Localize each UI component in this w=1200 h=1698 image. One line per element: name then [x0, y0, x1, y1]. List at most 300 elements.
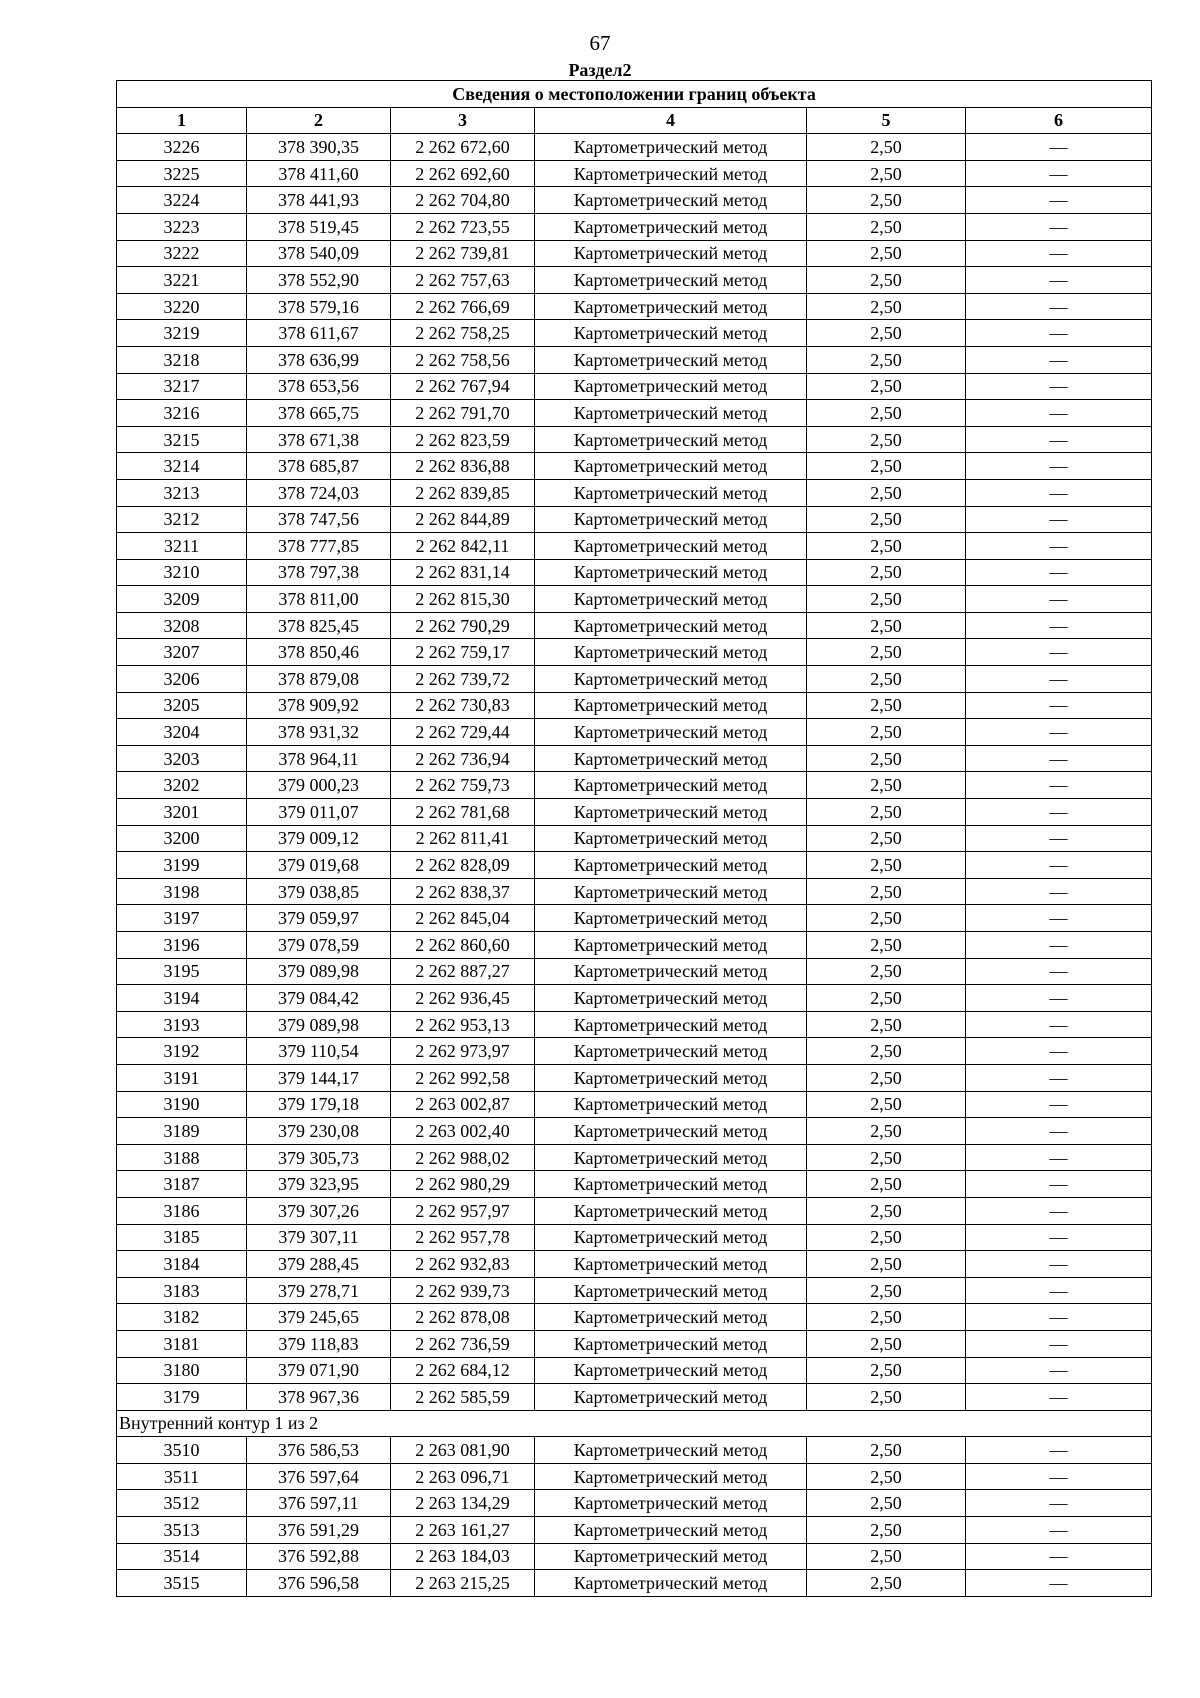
- table-cell: —: [966, 825, 1152, 852]
- table-cell: Картометрический метод: [535, 878, 807, 905]
- table-cell: Картометрический метод: [535, 1384, 807, 1411]
- table-cell: 3220: [117, 293, 247, 320]
- table-cell: 2 262 988,02: [391, 1144, 535, 1171]
- table-cell: —: [966, 1384, 1152, 1411]
- table-row: [117, 426, 1152, 453]
- table-cell: 378 964,11: [247, 745, 391, 772]
- table-cell: 3203: [117, 745, 247, 772]
- table-cell: —: [966, 612, 1152, 639]
- table-cell: 3189: [117, 1118, 247, 1145]
- table-cell: Картометрический метод: [535, 533, 807, 560]
- table-cell: 3184: [117, 1251, 247, 1278]
- table-cell: Картометрический метод: [535, 426, 807, 453]
- table-cell: 3515: [117, 1570, 247, 1597]
- table-cell: 3204: [117, 719, 247, 746]
- table-cell: —: [966, 1437, 1152, 1464]
- table-cell: —: [966, 745, 1152, 772]
- table-cell: 2,50: [807, 426, 966, 453]
- table-cell: 2,50: [807, 1357, 966, 1384]
- table-row: [117, 1463, 1152, 1490]
- table-row: [117, 1171, 1152, 1198]
- table-cell: 2 262 878,08: [391, 1304, 535, 1331]
- table-cell: —: [966, 1011, 1152, 1038]
- table-cell: 3199: [117, 852, 247, 879]
- table-cell: 3226: [117, 134, 247, 161]
- table-cell: —: [966, 240, 1152, 267]
- table-cell: 379 084,42: [247, 985, 391, 1012]
- table-row: [117, 1330, 1152, 1357]
- page-number: 67: [589, 31, 611, 55]
- table-cell: Картометрический метод: [535, 1251, 807, 1278]
- table-cell: 3218: [117, 346, 247, 373]
- table-row: [117, 745, 1152, 772]
- table-cell: 3194: [117, 985, 247, 1012]
- table-cell: 2,50: [807, 1064, 966, 1091]
- table-cell: —: [966, 1490, 1152, 1517]
- table-row: [117, 1384, 1152, 1411]
- table-cell: 2 262 759,17: [391, 639, 535, 666]
- table-cell: Картометрический метод: [535, 905, 807, 932]
- table-cell: Картометрический метод: [535, 1437, 807, 1464]
- table-cell: —: [966, 160, 1152, 187]
- table-row: [117, 692, 1152, 719]
- table-cell: 376 586,53: [247, 1437, 391, 1464]
- table-cell: Картометрический метод: [535, 1517, 807, 1544]
- table-cell: Картометрический метод: [535, 559, 807, 586]
- table-row: [117, 878, 1152, 905]
- table-cell: 2 263 002,40: [391, 1118, 535, 1145]
- table-cell: 379 000,23: [247, 772, 391, 799]
- table-cell: 2,50: [807, 1144, 966, 1171]
- table-row: [117, 1064, 1152, 1091]
- table-cell: 2,50: [807, 878, 966, 905]
- table-cell: 2,50: [807, 533, 966, 560]
- table-cell: 3208: [117, 612, 247, 639]
- table-row: [117, 772, 1152, 799]
- table-cell: Картометрический метод: [535, 1330, 807, 1357]
- table-cell: Картометрический метод: [535, 799, 807, 826]
- table-cell: —: [966, 1091, 1152, 1118]
- table-row: [117, 1543, 1152, 1570]
- table-cell: 2,50: [807, 1570, 966, 1597]
- table-cell: —: [966, 958, 1152, 985]
- table-cell: 3192: [117, 1038, 247, 1065]
- table-cell: 2 262 759,73: [391, 772, 535, 799]
- table-row: [117, 559, 1152, 586]
- table-row: [117, 586, 1152, 613]
- table-cell: —: [966, 320, 1152, 347]
- table-row: [117, 799, 1152, 826]
- table-cell: Картометрический метод: [535, 772, 807, 799]
- table-cell: Картометрический метод: [535, 293, 807, 320]
- table-cell: Картометрический метод: [535, 1224, 807, 1251]
- table-row: [117, 506, 1152, 533]
- table-cell: 3180: [117, 1357, 247, 1384]
- column-header: 3: [391, 107, 535, 134]
- table-cell: Картометрический метод: [535, 1570, 807, 1597]
- table-row: [117, 612, 1152, 639]
- column-header: 6: [966, 107, 1152, 134]
- table-cell: 2,50: [807, 1543, 966, 1570]
- table-cell: 2,50: [807, 1197, 966, 1224]
- table-cell: 379 179,18: [247, 1091, 391, 1118]
- table-cell: 2 262 790,29: [391, 612, 535, 639]
- column-header: 1: [117, 107, 247, 134]
- table-row: [117, 1091, 1152, 1118]
- table-cell: 2 262 692,60: [391, 160, 535, 187]
- table-cell: Картометрический метод: [535, 506, 807, 533]
- table-cell: Картометрический метод: [535, 1011, 807, 1038]
- table-cell: 378 909,92: [247, 692, 391, 719]
- table-cell: 2,50: [807, 506, 966, 533]
- table-cell: 378 411,60: [247, 160, 391, 187]
- table-cell: 378 850,46: [247, 639, 391, 666]
- table-cell: 2 262 672,60: [391, 134, 535, 161]
- table-cell: Картометрический метод: [535, 1543, 807, 1570]
- table-cell: 3225: [117, 160, 247, 187]
- table-caption-row: [117, 81, 1152, 108]
- table-cell: Картометрический метод: [535, 852, 807, 879]
- table-cell: 379 288,45: [247, 1251, 391, 1278]
- table-cell: —: [966, 1171, 1152, 1198]
- table-row: [117, 932, 1152, 959]
- table-row: [117, 1251, 1152, 1278]
- table-cell: 2 263 161,27: [391, 1517, 535, 1544]
- contour-label-row: [117, 1410, 1152, 1437]
- table-cell: —: [966, 905, 1152, 932]
- table-cell: Картометрический метод: [535, 639, 807, 666]
- table-cell: 3202: [117, 772, 247, 799]
- table-cell: 3513: [117, 1517, 247, 1544]
- table-cell: 2 262 684,12: [391, 1357, 535, 1384]
- table-cell: 2,50: [807, 400, 966, 427]
- table-cell: 2 262 736,59: [391, 1330, 535, 1357]
- table-cell: 2,50: [807, 905, 966, 932]
- table-cell: 2 262 704,80: [391, 187, 535, 214]
- table-body: [117, 134, 1152, 1411]
- table-cell: 2 262 781,68: [391, 799, 535, 826]
- table-row: [117, 958, 1152, 985]
- table-cell: 2 262 838,37: [391, 878, 535, 905]
- table-row: [117, 1224, 1152, 1251]
- table-cell: 2 262 953,13: [391, 1011, 535, 1038]
- table-row: [117, 852, 1152, 879]
- table-cell: 2,50: [807, 799, 966, 826]
- table-cell: 2,50: [807, 293, 966, 320]
- table-cell: 2 263 134,29: [391, 1490, 535, 1517]
- table-cell: 2,50: [807, 852, 966, 879]
- table-cell: 3200: [117, 825, 247, 852]
- table-cell: 379 009,12: [247, 825, 391, 852]
- table-cell: 379 089,98: [247, 1011, 391, 1038]
- table-cell: Картометрический метод: [535, 346, 807, 373]
- table-cell: 2 262 957,97: [391, 1197, 535, 1224]
- table-cell: Картометрический метод: [535, 453, 807, 480]
- table-header-row: [117, 107, 1152, 134]
- table-cell: 2,50: [807, 1091, 966, 1118]
- table-cell: —: [966, 400, 1152, 427]
- table-cell: —: [966, 692, 1152, 719]
- table-cell: —: [966, 373, 1152, 400]
- table-row: [117, 719, 1152, 746]
- table-cell: Картометрический метод: [535, 745, 807, 772]
- table-cell: 2,50: [807, 1330, 966, 1357]
- table-cell: 378 931,32: [247, 719, 391, 746]
- table-row: [117, 187, 1152, 214]
- table-row: [117, 1011, 1152, 1038]
- table-cell: 3216: [117, 400, 247, 427]
- table-cell: 3511: [117, 1463, 247, 1490]
- table-cell: Картометрический метод: [535, 187, 807, 214]
- boundary-coordinates-table: [116, 80, 1152, 1597]
- table-cell: —: [966, 1064, 1152, 1091]
- table-row: [117, 267, 1152, 294]
- table-cell: 2 262 939,73: [391, 1277, 535, 1304]
- table-cell: 378 579,16: [247, 293, 391, 320]
- table-row: [117, 666, 1152, 693]
- table-cell: 3206: [117, 666, 247, 693]
- table-cell: 378 811,00: [247, 586, 391, 613]
- table-row: [117, 1490, 1152, 1517]
- table-cell: Картометрический метод: [535, 1277, 807, 1304]
- table-row: [117, 373, 1152, 400]
- table-cell: —: [966, 293, 1152, 320]
- table-cell: 376 597,64: [247, 1463, 391, 1490]
- table-cell: 3221: [117, 267, 247, 294]
- table-cell: 3205: [117, 692, 247, 719]
- table-cell: 2,50: [807, 1171, 966, 1198]
- table-cell: —: [966, 1224, 1152, 1251]
- table-cell: —: [966, 1517, 1152, 1544]
- table-row: [117, 825, 1152, 852]
- table-cell: 379 245,65: [247, 1304, 391, 1331]
- table-cell: Картометрический метод: [535, 373, 807, 400]
- table-cell: 2 262 823,59: [391, 426, 535, 453]
- table-row: [117, 1118, 1152, 1145]
- table-cell: 378 390,35: [247, 134, 391, 161]
- table-cell: 2 263 215,25: [391, 1570, 535, 1597]
- table-cell: 2 262 973,97: [391, 1038, 535, 1065]
- table-row: [117, 1038, 1152, 1065]
- table-cell: Картометрический метод: [535, 1064, 807, 1091]
- table-cell: 376 592,88: [247, 1543, 391, 1570]
- table-cell: 3196: [117, 932, 247, 959]
- table-cell: 3214: [117, 453, 247, 480]
- table-cell: 2 263 081,90: [391, 1437, 535, 1464]
- table-cell: Картометрический метод: [535, 666, 807, 693]
- table-cell: —: [966, 1570, 1152, 1597]
- table-cell: 379 307,11: [247, 1224, 391, 1251]
- table-cell: —: [966, 426, 1152, 453]
- column-header: 2: [247, 107, 391, 134]
- table-cell: —: [966, 1251, 1152, 1278]
- table-cell: 378 879,08: [247, 666, 391, 693]
- column-header: 4: [535, 107, 807, 134]
- table-cell: Картометрический метод: [535, 240, 807, 267]
- table-cell: 3213: [117, 479, 247, 506]
- table-cell: 378 540,09: [247, 240, 391, 267]
- table-cell: 2 262 758,25: [391, 320, 535, 347]
- table-cell: 2,50: [807, 1118, 966, 1145]
- table-cell: 378 519,45: [247, 213, 391, 240]
- table-cell: —: [966, 453, 1152, 480]
- table-cell: 2 262 585,59: [391, 1384, 535, 1411]
- table-cell: 3512: [117, 1490, 247, 1517]
- table-row: [117, 905, 1152, 932]
- table-row: [117, 533, 1152, 560]
- table-cell: 3181: [117, 1330, 247, 1357]
- table-cell: 378 665,75: [247, 400, 391, 427]
- table-row: [117, 160, 1152, 187]
- table-cell: —: [966, 639, 1152, 666]
- table-cell: 2 262 844,89: [391, 506, 535, 533]
- table-cell: Картометрический метод: [535, 932, 807, 959]
- table-cell: 3223: [117, 213, 247, 240]
- table-cell: 3179: [117, 1384, 247, 1411]
- table-cell: 3187: [117, 1171, 247, 1198]
- table-cell: 378 967,36: [247, 1384, 391, 1411]
- table-cell: 378 441,93: [247, 187, 391, 214]
- table-cell: 379 144,17: [247, 1064, 391, 1091]
- table-cell: 2 262 723,55: [391, 213, 535, 240]
- table-cell: 2,50: [807, 160, 966, 187]
- table-cell: 2 262 936,45: [391, 985, 535, 1012]
- table-row: [117, 134, 1152, 161]
- table-cell: 2,50: [807, 639, 966, 666]
- table-cell: 378 724,03: [247, 479, 391, 506]
- table-cell: 379 059,97: [247, 905, 391, 932]
- table-cell: 378 825,45: [247, 612, 391, 639]
- table-row: [117, 1304, 1152, 1331]
- table-row: [117, 453, 1152, 480]
- table-row: [117, 1144, 1152, 1171]
- contour-label: Внутренний контур 1 из 2: [117, 1410, 1152, 1437]
- inner-contour-body: [117, 1410, 1152, 1596]
- table-cell: 2,50: [807, 213, 966, 240]
- table-cell: 378 685,87: [247, 453, 391, 480]
- table-cell: —: [966, 772, 1152, 799]
- table-cell: 378 611,67: [247, 320, 391, 347]
- table-cell: —: [966, 134, 1152, 161]
- table-cell: 379 078,59: [247, 932, 391, 959]
- table-cell: —: [966, 932, 1152, 959]
- table-cell: 2,50: [807, 666, 966, 693]
- table-cell: 379 307,26: [247, 1197, 391, 1224]
- table-cell: 2 262 845,04: [391, 905, 535, 932]
- table-cell: 378 636,99: [247, 346, 391, 373]
- table-cell: Картометрический метод: [535, 1038, 807, 1065]
- table-cell: 2 262 828,09: [391, 852, 535, 879]
- table-cell: 2,50: [807, 1011, 966, 1038]
- table-cell: Картометрический метод: [535, 985, 807, 1012]
- table-cell: Картометрический метод: [535, 1304, 807, 1331]
- table-cell: Картометрический метод: [535, 586, 807, 613]
- table-cell: 2,50: [807, 958, 966, 985]
- table-cell: 3212: [117, 506, 247, 533]
- table-cell: Картометрический метод: [535, 1171, 807, 1198]
- table-cell: Картометрический метод: [535, 1463, 807, 1490]
- table-cell: 376 591,29: [247, 1517, 391, 1544]
- table-cell: 2,50: [807, 745, 966, 772]
- table-cell: 2 262 811,41: [391, 825, 535, 852]
- table-cell: 3183: [117, 1277, 247, 1304]
- table-cell: 2 262 992,58: [391, 1064, 535, 1091]
- table-row: [117, 240, 1152, 267]
- table-cell: 2,50: [807, 1463, 966, 1490]
- table-row: [117, 985, 1152, 1012]
- table-cell: —: [966, 346, 1152, 373]
- table-cell: —: [966, 479, 1152, 506]
- table-cell: 3188: [117, 1144, 247, 1171]
- table-cell: 3209: [117, 586, 247, 613]
- table-cell: 2,50: [807, 1437, 966, 1464]
- table-cell: Картометрический метод: [535, 134, 807, 161]
- table-cell: 2 263 184,03: [391, 1543, 535, 1570]
- table-cell: 378 747,56: [247, 506, 391, 533]
- table-cell: 2,50: [807, 1517, 966, 1544]
- table-cell: Картометрический метод: [535, 612, 807, 639]
- table-cell: Картометрический метод: [535, 479, 807, 506]
- table-cell: 2 262 766,69: [391, 293, 535, 320]
- table-cell: 2 262 957,78: [391, 1224, 535, 1251]
- table-cell: 2,50: [807, 719, 966, 746]
- table-row: [117, 400, 1152, 427]
- table-cell: —: [966, 1277, 1152, 1304]
- table-cell: 2,50: [807, 1490, 966, 1517]
- table-cell: Картометрический метод: [535, 1357, 807, 1384]
- table-row: [117, 1570, 1152, 1597]
- table-cell: 2 262 980,29: [391, 1171, 535, 1198]
- table-cell: 2 262 932,83: [391, 1251, 535, 1278]
- table-cell: 3191: [117, 1064, 247, 1091]
- table-cell: —: [966, 187, 1152, 214]
- table-cell: 2 262 887,27: [391, 958, 535, 985]
- table-cell: 3195: [117, 958, 247, 985]
- table-cell: 2 262 860,60: [391, 932, 535, 959]
- table-cell: Картометрический метод: [535, 1490, 807, 1517]
- table-cell: 2,50: [807, 1038, 966, 1065]
- table-cell: Картометрический метод: [535, 719, 807, 746]
- table-cell: 376 597,11: [247, 1490, 391, 1517]
- table-row: [117, 639, 1152, 666]
- table-cell: 2,50: [807, 559, 966, 586]
- table-row: [117, 346, 1152, 373]
- table-cell: 379 019,68: [247, 852, 391, 879]
- table-cell: 379 110,54: [247, 1038, 391, 1065]
- table-cell: Картометрический метод: [535, 825, 807, 852]
- table-cell: 2,50: [807, 1304, 966, 1331]
- table-cell: 3222: [117, 240, 247, 267]
- table-cell: —: [966, 1543, 1152, 1570]
- table-cell: Картометрический метод: [535, 400, 807, 427]
- table-cell: Картометрический метод: [535, 160, 807, 187]
- table-cell: 2 262 730,83: [391, 692, 535, 719]
- table-cell: 2,50: [807, 825, 966, 852]
- table-cell: —: [966, 1357, 1152, 1384]
- table-cell: 2,50: [807, 187, 966, 214]
- table-cell: 2 262 836,88: [391, 453, 535, 480]
- table-cell: —: [966, 586, 1152, 613]
- table-cell: 2 262 791,70: [391, 400, 535, 427]
- table-cell: —: [966, 1304, 1152, 1331]
- table-cell: 2,50: [807, 453, 966, 480]
- table-row: [117, 1277, 1152, 1304]
- table-cell: —: [966, 533, 1152, 560]
- table-cell: —: [966, 506, 1152, 533]
- table-caption: Сведения о местоположении границ объекта: [117, 81, 1152, 108]
- table-cell: 378 777,85: [247, 533, 391, 560]
- table-cell: —: [966, 719, 1152, 746]
